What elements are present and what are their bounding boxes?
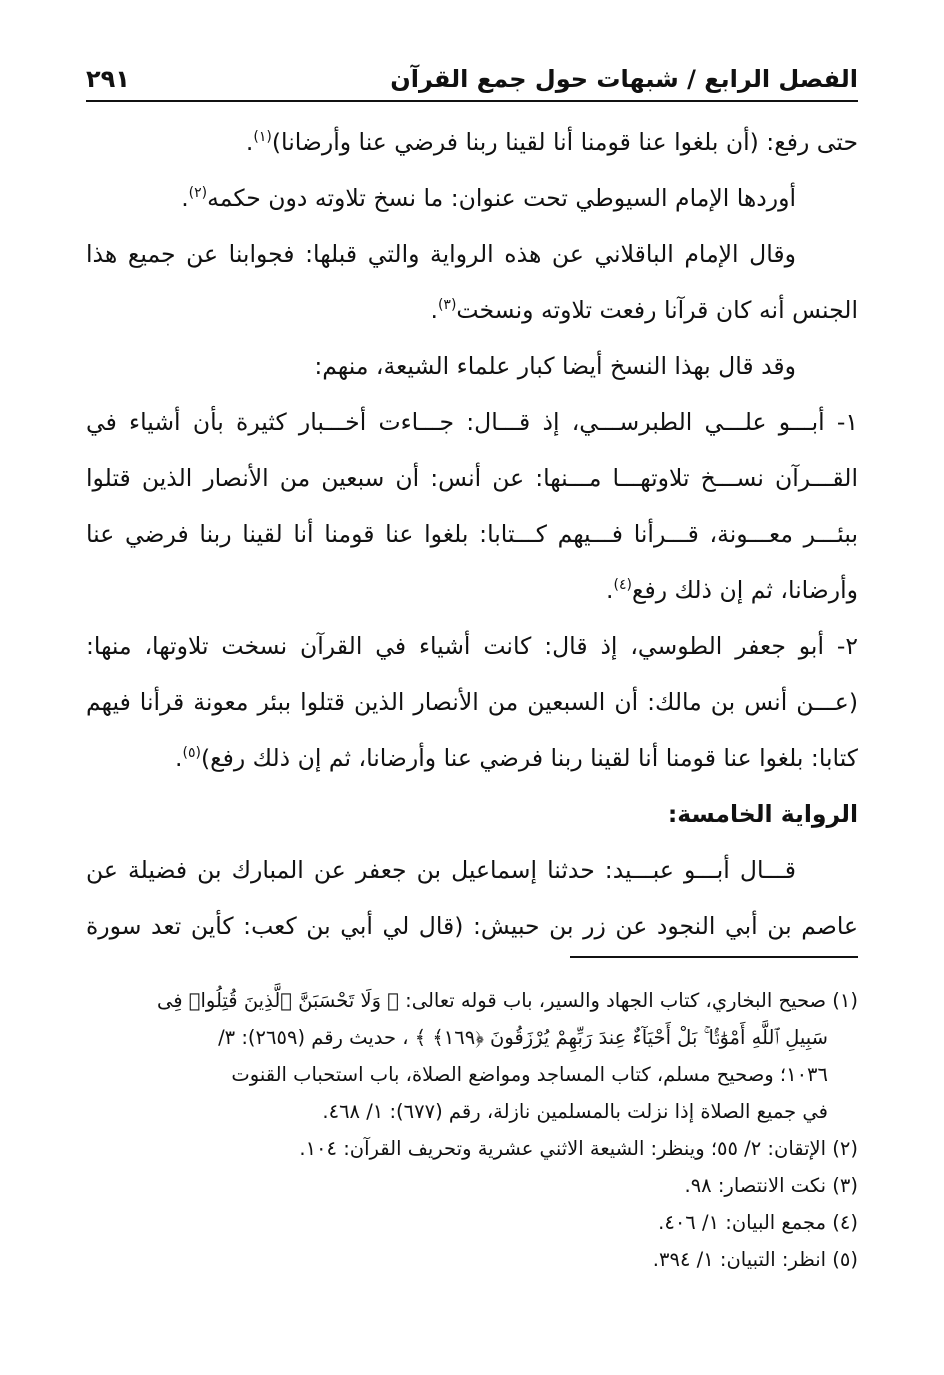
text-line: قـــال أبـــو عبـــيد: حدثنا إسماعيل بن جعفر عن المبارك بن فضيلة عن — [86, 856, 796, 884]
text-line: كتابا: بلغوا عنا قومنا أنا لقينا ربنا فرضي عنا وأرضانا، ثم إن ذلك رفع)$^{(٥)}$. — [175, 744, 858, 772]
footnote-line: (٢) الإتقان: ٢/ ٥٥؛ وينظر: الشيعة الاثني عشرية وتحريف القرآن: ١٠٤. — [299, 1137, 858, 1160]
text-line: وقد قال بهذا النسخ أيضا كبار علماء الشيعة، منهم: — [314, 352, 796, 380]
text-line: حتى رفع: (أن بلغوا عنا قومنا أنا لقينا ربنا فرضي عنا وأرضانا)$^{(١)}$. — [245, 128, 858, 156]
text-line: وأرضانا، ثم إن ذلك رفع$^{(٤)}$. — [606, 576, 858, 604]
footnote-ref: (٣) — [437, 297, 457, 314]
text-line: عاصم بن أبي النجود عن زر بن حبيش: (قال لي أبي بن كعب: كأين تعد سورة — [86, 912, 858, 940]
footnote-ref: (٤) — [613, 577, 632, 594]
text-line: ٢- أبو جعفر الطوسي، إذ قال: كانت أشياء في القرآن نسخت تلاوتها، منها: — [86, 632, 858, 660]
text-line: وقال الإمام الباقلاني عن هذه الرواية والتي قبلها: فجوابنا عن جميع هذا — [86, 240, 796, 268]
footnote-ref: (٢) — [188, 185, 208, 202]
footnote-line: (٣) نكت الانتصار: ٩٨. — [684, 1174, 858, 1197]
section-heading: الرواية الخامسة: — [667, 800, 858, 828]
footnote-ref: (١) — [253, 129, 272, 146]
footnotes — [86, 982, 858, 1278]
footnote-line: سَبِيلِ ٱللَّهِ أَمْوَٰتًۢا ۚ بَلْ أَحْيَآءٌ عِندَ رَبِّهِمْ يُرْزَقُونَ ﴿١٦٩﴾ ﴾ ، حديث رقم (٢٦٥٩): ٣/ — [218, 1026, 828, 1049]
footnote-line: (٥) انظر: التبيان: ١/ ٣٩٤. — [652, 1248, 858, 1271]
text-line: ١- أبـــو علـــي الطبرســـي، إذ قـــال: جـــاءت أخـــبار كثيرة بأن أشياء في — [86, 408, 858, 436]
footnote-line: ١٠٣٦؛ وصحيح مسلم، كتاب المساجد ومواضع الصلاة، باب استحباب القنوت — [231, 1063, 828, 1086]
footnote-line: في جميع الصلاة إذا نزلت بالمسلمين نازلة، رقم (٦٧٧): ١/ ٤٦٨. — [322, 1100, 828, 1123]
footnote-line: (١) صحيح البخاري، كتاب الجهاد والسير، باب قوله تعالى: ﴿ وَلَا تَحْسَبَنَّ ٱلَّذِينَ قُتِلُوا۟ فِى — [157, 989, 858, 1012]
footnote-ref: (٥) — [182, 745, 201, 762]
running-header — [86, 58, 858, 100]
text-line: أوردها الإمام السيوطي تحت عنوان: ما نسخ تلاوته دون حكمه$^{(٢)}$. — [181, 184, 796, 212]
text-line: القـــرآن نســـخ تلاوتهـــا مـــنها: عن أنس: أن سبعين من الأنصار الذين قتلوا — [86, 464, 858, 492]
header-rule — [86, 100, 858, 102]
footnote-line: (٤) مجمع البيان: ١/ ٤٠٦. — [658, 1211, 858, 1234]
footnote-separator — [570, 956, 858, 958]
page-number: ٢٩١ — [86, 65, 130, 93]
main-text — [86, 114, 858, 954]
chapter-title: الفصل الرابع / شبهات حول جمع القرآن — [390, 65, 858, 93]
text-line: الجنس أنه كان قرآنا رفعت تلاوته ونسخت$^{(٣)}$. — [430, 296, 858, 324]
text-line: (عـــن أنس بن مالك: أن السبعين من الأنصار الذين قتلوا ببئر معونة قرأنا فيهم — [86, 688, 858, 716]
text-line: ببئـــر معـــونة، قـــرأنا فـــيهم كـــتابا: بلغوا عنا قومنا أنا لقينا ربنا فرضي عنا — [86, 520, 858, 548]
